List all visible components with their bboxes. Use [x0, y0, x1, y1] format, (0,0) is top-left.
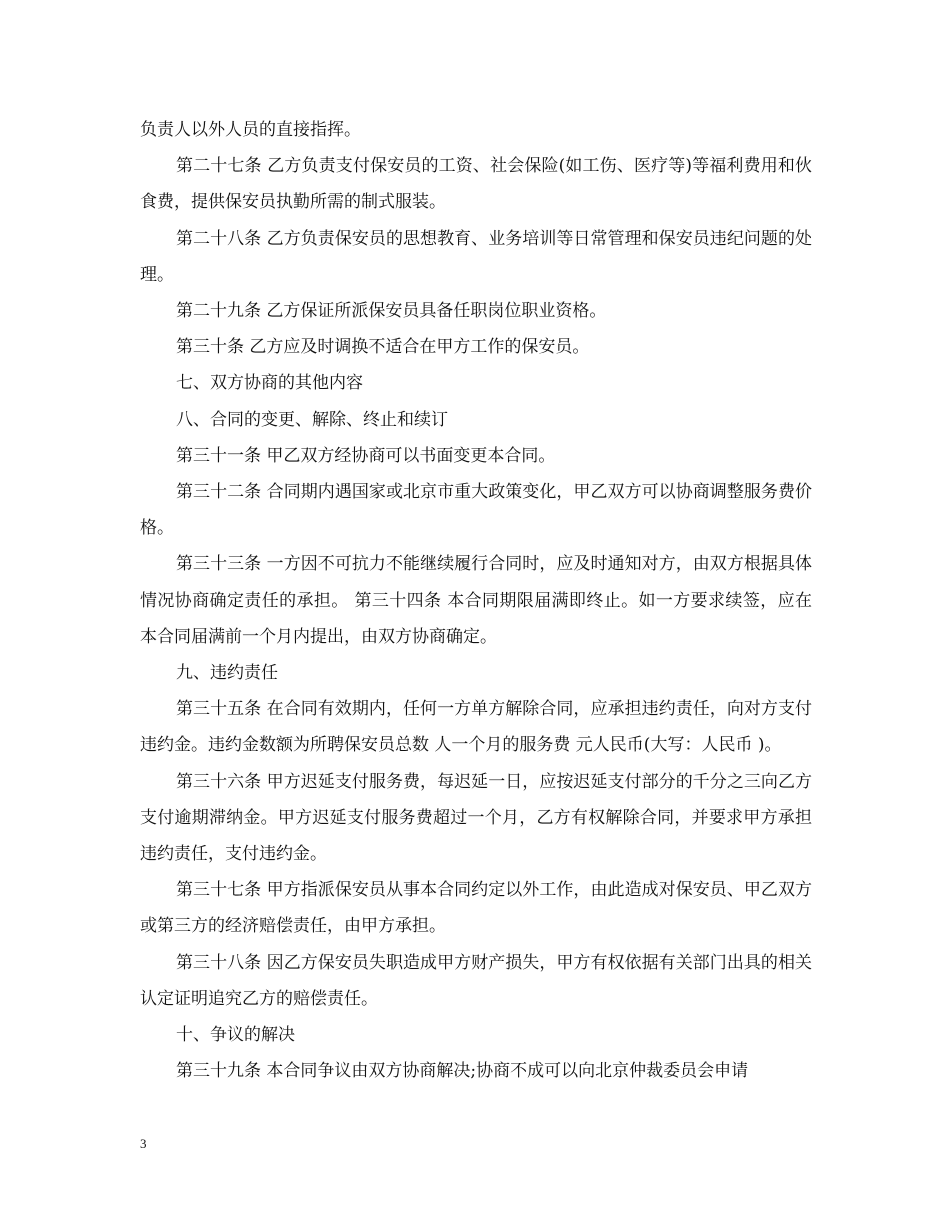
paragraph: 第三十六条 甲方迟延支付服务费，每迟延一日，应按迟延支付部分的千分之三向乙方支付逾期滞纳金。甲方迟延支付服务费超过一个月，乙方有权解除合同，并要求甲方承担违约责任，支付违约金。	[140, 771, 812, 865]
paragraph: 第三十九条 本合同争议由双方协商解决;协商不成可以向北京仲裁委员会申请	[176, 1061, 749, 1082]
paragraph: 第三十一条 甲乙双方经协商可以书面变更本合同。	[176, 445, 556, 466]
section-heading: 八、合同的变更、解除、终止和续订	[176, 409, 448, 430]
paragraph: 第二十九条 乙方保证所派保安员具备任职岗位职业资格。	[176, 301, 607, 322]
paragraph: 第二十七条 乙方负责支付保安员的工资、社会保险(如工伤、医疗等)等福利费用和伙食费，提供保安员执勤所需的制式服装。	[140, 156, 812, 213]
paragraph: 第二十八条 乙方负责保安员的思想教育、业务培训等日常管理和保安员违纪问题的处理。	[140, 228, 812, 285]
section-heading: 十、争议的解决	[176, 1025, 295, 1046]
paragraph: 第三十七条 甲方指派保安员从事本合同约定以外工作，由此造成对保安员、甲乙双方或第三方的经济赔偿责任，由甲方承担。	[140, 880, 812, 937]
paragraph: 第三十条 乙方应及时调换不适合在甲方工作的保安员。	[176, 337, 590, 358]
paragraph: 第三十三条 一方因不可抗力不能继续履行合同时，应及时通知对方，由双方根据具体情况协商确定责任的承担。 第三十四条 本合同期限届满即终止。如一方要求续签，应在本合同届满前一个月内提出，由双方协商确定。	[140, 554, 812, 647]
paragraph: 第三十八条 因乙方保安员失职造成甲方财产损失，甲方有权依据有关部门出具的相关认定证明追究乙方的赔偿责任。	[140, 952, 812, 1009]
paragraph: 第三十五条 在合同有效期内，任何一方单方解除合同，应承担违约责任，向对方支付违约金。违约金数额为所聘保安员总数 人一个月的服务费 元人民币(大写：人民币 )。	[140, 699, 812, 756]
document-body	[140, 112, 812, 1089]
page-number: 3	[140, 1136, 147, 1151]
section-heading: 七、双方协商的其他内容	[176, 373, 363, 394]
paragraph: 第三十二条 合同期内遇国家或北京市重大政策变化，甲乙双方可以协商调整服务费价格。	[140, 482, 812, 539]
section-heading: 九、违约责任	[176, 663, 278, 684]
paragraph: 负责人以外人员的直接指挥。	[140, 120, 361, 140]
